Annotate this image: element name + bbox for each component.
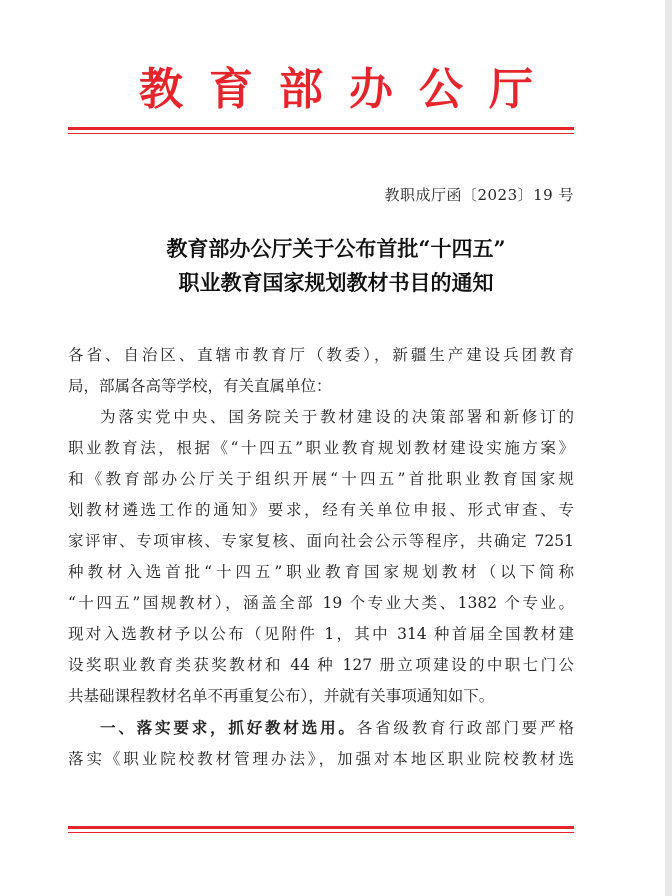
- title-line-1: 教育部办公厅关于公布首批“十四五”: [166, 236, 506, 261]
- paragraph-line: 落实《职业院校教材管理办法》，加强对本地区职业院校教材选: [68, 750, 574, 768]
- paragraph-line: 职业教育法，根据《“十四五”职业教育规划教材建设实施方案》: [68, 439, 574, 457]
- document-title: [0, 232, 672, 300]
- paragraph-line: 和《教育部办公厅关于组织开展“十四五”首批职业教育国家规: [68, 470, 574, 488]
- rule-thick-line: [68, 127, 574, 130]
- paragraph-line: 种教材入选首批“十四五”职业教育国家规划教材（以下简称: [68, 563, 574, 581]
- paragraph-line: “十四五”国规教材），涵盖全部 19 个专业大类、1382 个专业。: [68, 594, 574, 612]
- addressee-line: 各省、自治区、直辖市教育厅（教委），新疆生产建设兵团教育: [68, 346, 574, 364]
- page-edge-shadow: [665, 0, 672, 896]
- paragraph-line: 家评审、专项审核、专家复核、面向社会公示等程序，共确定 7251: [68, 532, 574, 550]
- rule-thin-line: [68, 133, 574, 134]
- agency-header: 教育部办公厅: [139, 64, 559, 115]
- rule-thick-line: [68, 826, 574, 829]
- paragraph-line: 现对入选教材予以公布（见附件 1，其中 314 种首届全国教材建: [68, 625, 574, 643]
- rule-thin-line: [68, 832, 574, 833]
- paragraph-line: 共基础课程教材名单不再重复公布），并就有关事项通知如下。: [68, 687, 495, 705]
- title-line-2: 职业教育国家规划教材书目的通知: [178, 270, 494, 295]
- addressee-line: 局，部属各高等学校，有关直属单位：: [68, 377, 332, 395]
- section-heading: 一、落实要求，抓好教材选用。: [100, 718, 357, 737]
- paragraph-line: 为落实党中央、国务院关于教材建设的决策部署和新修订的: [100, 408, 574, 426]
- paragraph-line: 设奖职业教育类获奖教材和 44 种 127 册立项建设的中职七门公: [68, 656, 574, 674]
- header-red-rule: [68, 127, 574, 134]
- document-body: [68, 340, 574, 775]
- section-one-line: [68, 712, 574, 744]
- section-text: 各省级教育行政部门要严格: [356, 719, 574, 737]
- paragraph-line: 划教材遴选工作的通知》要求，经有关单位申报、形式审查、专: [68, 501, 574, 519]
- footer-red-rule: [68, 826, 574, 833]
- document-number: 教职成厅函〔2023〕19 号: [384, 186, 574, 204]
